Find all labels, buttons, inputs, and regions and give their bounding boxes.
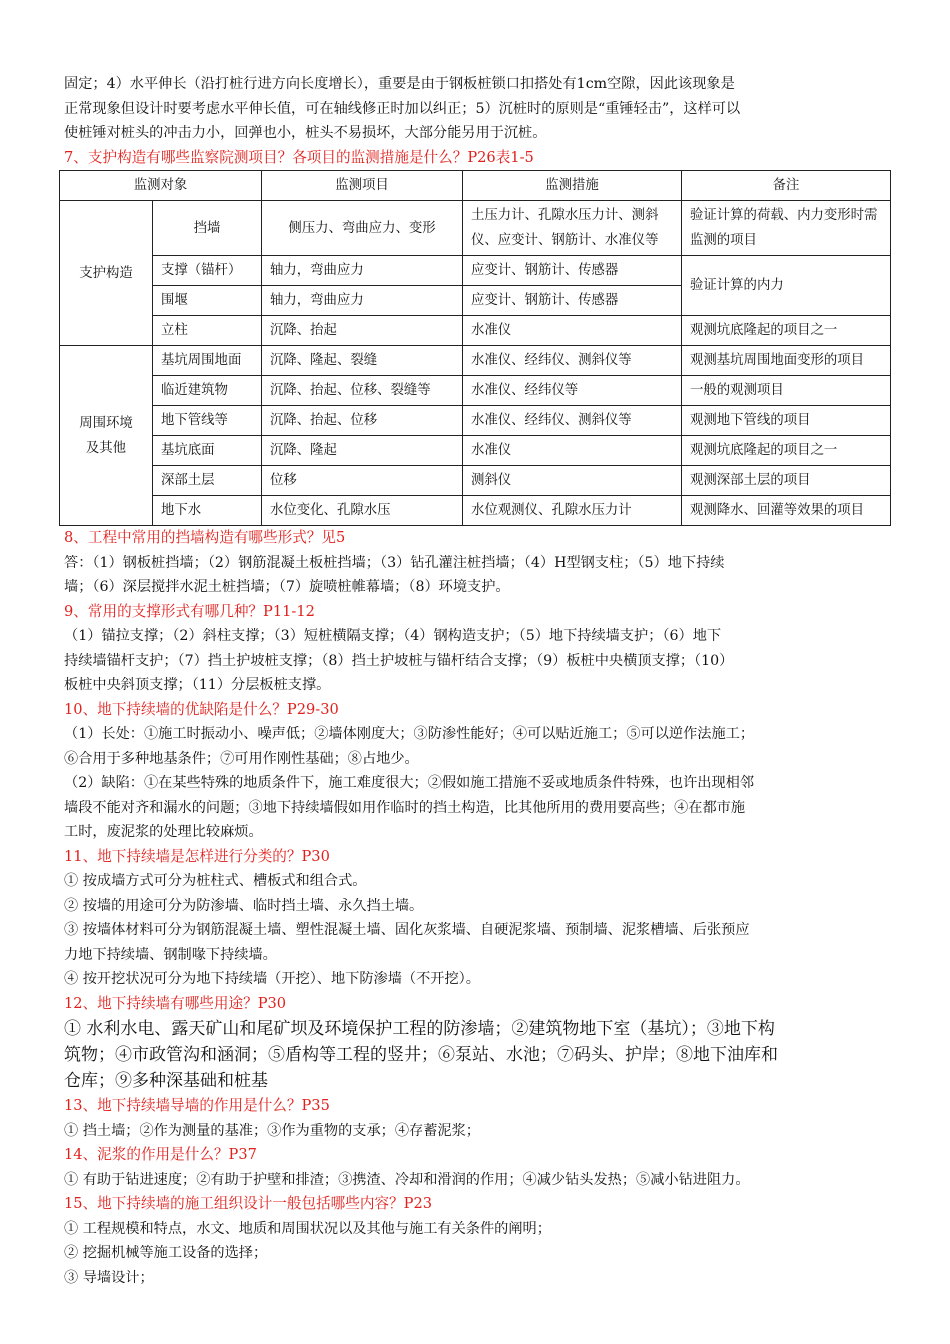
header-item: 监测项目: [262, 171, 463, 201]
cell-object: 基坑周围地面: [153, 346, 262, 376]
question-8: 8、工程中常用的挡墙构造有哪些形式？见5: [64, 529, 346, 546]
answer-line: 筑物；④市政管沟和涵洞；⑤盾构等工程的竖井；⑥泵站、水池；⑦码头、护岸；⑧地下油库和: [64, 1045, 778, 1065]
cell-item: 沉降、隆起: [262, 436, 463, 466]
answer-line: ① 有助于钻进速度；②有助于护壁和排渣；③携渣、冷却和滑润的作用；④减少钻头发热；⑤减小钻进阻力。: [64, 1171, 750, 1188]
cell-method: 土压力计、孔隙水压力计、测斜仪、应变计、钢筋计、水准仪等: [463, 201, 682, 256]
header-object: 监测对象: [60, 171, 262, 201]
answer-line: ⑥合用于多种地基条件；⑦可用作刚性基础；⑧占地少。: [64, 750, 419, 767]
cell-item: 沉降、抬起、位移、裂缝等: [262, 376, 463, 406]
answer-line: 墙段不能对齐和漏水的问题；③地下持续墙假如用作临时的挡土构造，比其他所用的费用要高些；④在都市施: [64, 799, 746, 816]
cell-object: 地下水: [153, 496, 262, 526]
cell-note: 验证计算的荷载、内力变形时需监测的项目: [682, 201, 891, 256]
table-row: [60, 346, 891, 376]
cell-item: 水位变化、孔隙水压: [262, 496, 463, 526]
question-15: 15、地下持续墙的施工组织设计一般包括哪些内容？P23: [64, 1195, 433, 1212]
cell-object: 深部土层: [153, 466, 262, 496]
question-9: 9、常用的支撑形式有哪几种？P11-12: [64, 602, 315, 620]
cell-method: 应变计、钢筋计、传感器: [463, 256, 682, 286]
cell-item: 轴力，弯曲应力: [262, 256, 463, 286]
cell-object: 挡墙: [153, 201, 262, 256]
header-note: 备注: [682, 171, 891, 201]
cell-method: 应变计、钢筋计、传感器: [463, 286, 682, 316]
answer-line: 持续墙锚杆支护；（7）挡土护坡桩支撑；（8）挡土护坡桩与锚杆结合支撑；（9）板桩中央横顶支撑；（10）: [64, 652, 734, 669]
table-row: [60, 376, 891, 406]
cell-note: 验证计算的内力: [682, 256, 891, 316]
answer-line: 工时，废泥浆的处理比较麻烦。: [64, 824, 263, 840]
question-7: 7、支护构造有哪些监察院测项目？各项目的监测措施是什么？P26表1-5: [64, 148, 534, 166]
answer-line: ② 按墙的用途可分为防渗墙、临时挡土墙、永久挡土墙。: [64, 897, 424, 914]
table-row: [60, 496, 891, 526]
table-row: [60, 406, 891, 436]
group-surroundings: [60, 346, 153, 526]
cell-note: 观测深部土层的项目: [682, 466, 891, 496]
cell-note: 一般的观测项目: [682, 376, 891, 406]
table-row: [60, 466, 891, 496]
cell-object: 围堰: [153, 286, 262, 316]
answer-line: ④ 按开挖状况可分为地下持续墙（开挖）、地下防渗墙（不开挖）。: [64, 971, 480, 987]
cell-method: 水准仪、经纬仪、测斜仪等: [463, 346, 682, 376]
cell-object: 立柱: [153, 316, 262, 346]
table-row: [60, 201, 891, 256]
cell-item: 位移: [262, 466, 463, 496]
header-method: 监测措施: [463, 171, 682, 201]
cell-item: 侧压力、弯曲应力、变形: [262, 201, 463, 256]
cell-object: 基坑底面: [153, 436, 262, 466]
document-page: [64, 72, 886, 1290]
cell-method: 水准仪: [463, 436, 682, 466]
table-row: [60, 316, 891, 346]
answer-line: 仓库；⑨多种深基础和桩基: [64, 1071, 268, 1091]
cell-item: 轴力，弯曲应力: [262, 286, 463, 316]
cell-note: 观测坑底隆起的项目之一: [682, 436, 891, 466]
cell-object: 临近建筑物: [153, 376, 262, 406]
answer-line: ③ 按墙体材料可分为钢筋混凝土墙、塑性混凝土墙、固化灰浆墙、自硬泥浆墙、预制墙、泥浆槽墙、后张预应: [64, 922, 750, 938]
cell-method: 测斜仪: [463, 466, 682, 496]
answer-line: 力地下持续墙、钢制喙下持续墙。: [64, 946, 277, 963]
answer-line: ① 按成墙方式可分为桩柱式、槽板式和组合式。: [64, 873, 367, 889]
answer-line: （1）锚拉支撑；（2）斜柱支撑；（3）短桩横隔支撑；（4）钢构造支护；（5）地下持续墙支护；（6）地下: [64, 628, 722, 644]
cell-method: 水准仪、经纬仪等: [463, 376, 682, 406]
cell-note: 观测基坑周围地面变形的项目: [682, 346, 891, 376]
monitoring-table: [59, 170, 891, 526]
group-surroundings-line1: 周围环境: [79, 415, 133, 431]
table-row: [60, 256, 891, 286]
answer-line: ① 工程规模和特点，水文、地质和周围状况以及其他与施工有关条件的阐明；: [64, 1220, 551, 1237]
intro-line: 使桩锤对桩头的冲击力小，回弹也小，桩头不易损坏，大部分能另用于沉桩。: [64, 125, 547, 141]
answer-line: ① 水利水电、露天矿山和尾矿坝及环境保护工程的防渗墙；②建筑物地下室（基坑）；③地下构: [64, 1019, 775, 1039]
question-14: 14、泥浆的作用是什么？P37: [64, 1146, 257, 1163]
intro-line: 固定；4）水平伸长（沿打桩行进方向长度增长），重要是由于钢板桩锁口扣搭处有1cm空隙，因此该现象是: [64, 76, 735, 92]
question-10: 10、地下持续墙的优缺陷是什么？P29-30: [64, 700, 339, 718]
group-support-structure: 支护构造: [60, 201, 153, 346]
cell-note: 观测坑底隆起的项目之一: [682, 316, 891, 346]
answer-line: ③ 导墙设计；: [64, 1269, 154, 1286]
answer-line: （1）长处：①施工时振动小、噪声低；②墙体刚度大；③防渗性能好；④可以贴近施工；⑤可以逆作法施工；: [64, 726, 755, 742]
answer-line: 答：（1）钢板桩挡墙；（2）钢筋混凝土板桩挡墙；（3）钻孔灌注桩挡墙；（4）H型钢支柱；（5）地下持续: [64, 554, 725, 571]
intro-line: 正常现象但设计时要考虑水平伸长值，可在轴线修正时加以纠正；5）沉桩时的原则是“重锤轻击”，这样可以: [64, 100, 741, 117]
question-11: 11、地下持续墙是怎样进行分类的？P30: [64, 847, 330, 865]
answer-line: 板桩中央斜顶支撑；（11）分层板桩支撑。: [64, 677, 331, 693]
cell-note: 观测地下管线的项目: [682, 406, 891, 436]
cell-note: 观测降水、回灌等效果的项目: [682, 496, 891, 526]
group-surroundings-line2: 及其他: [85, 440, 127, 456]
answer-line: 墙；（6）深层搅拌水泥土桩挡墙；（7）旋喷桩帷幕墙；（8）环境支护。: [64, 579, 510, 595]
table-header-row: [60, 171, 891, 201]
answer-line: （2）缺陷：①在某些特殊的地质条件下，施工难度很大；②假如施工措施不妥或地质条件特殊，也许出现相邻: [64, 775, 755, 791]
question-13: 13、地下持续墙导墙的作用是什么？P35: [64, 1097, 330, 1114]
answer-line: ② 挖掘机械等施工设备的选择；: [64, 1245, 268, 1261]
cell-method: 水位观测仪、孔隙水压力计: [463, 496, 682, 526]
question-12: 12、地下持续墙有哪些用途？P30: [64, 994, 287, 1012]
cell-item: 沉降、抬起: [262, 316, 463, 346]
cell-method: 水准仪、经纬仪、测斜仪等: [463, 406, 682, 436]
cell-method: 水准仪: [463, 316, 682, 346]
cell-item: 沉降、抬起、位移: [262, 406, 463, 436]
cell-object: 支撑（锚杆）: [153, 256, 262, 286]
cell-item: 沉降、隆起、裂缝: [262, 346, 463, 376]
cell-object: 地下管线等: [153, 406, 262, 436]
answer-line: ① 挡土墙；②作为测量的基准；③作为重物的支承；④存蓄泥浆；: [64, 1122, 480, 1139]
table-row: [60, 436, 891, 466]
